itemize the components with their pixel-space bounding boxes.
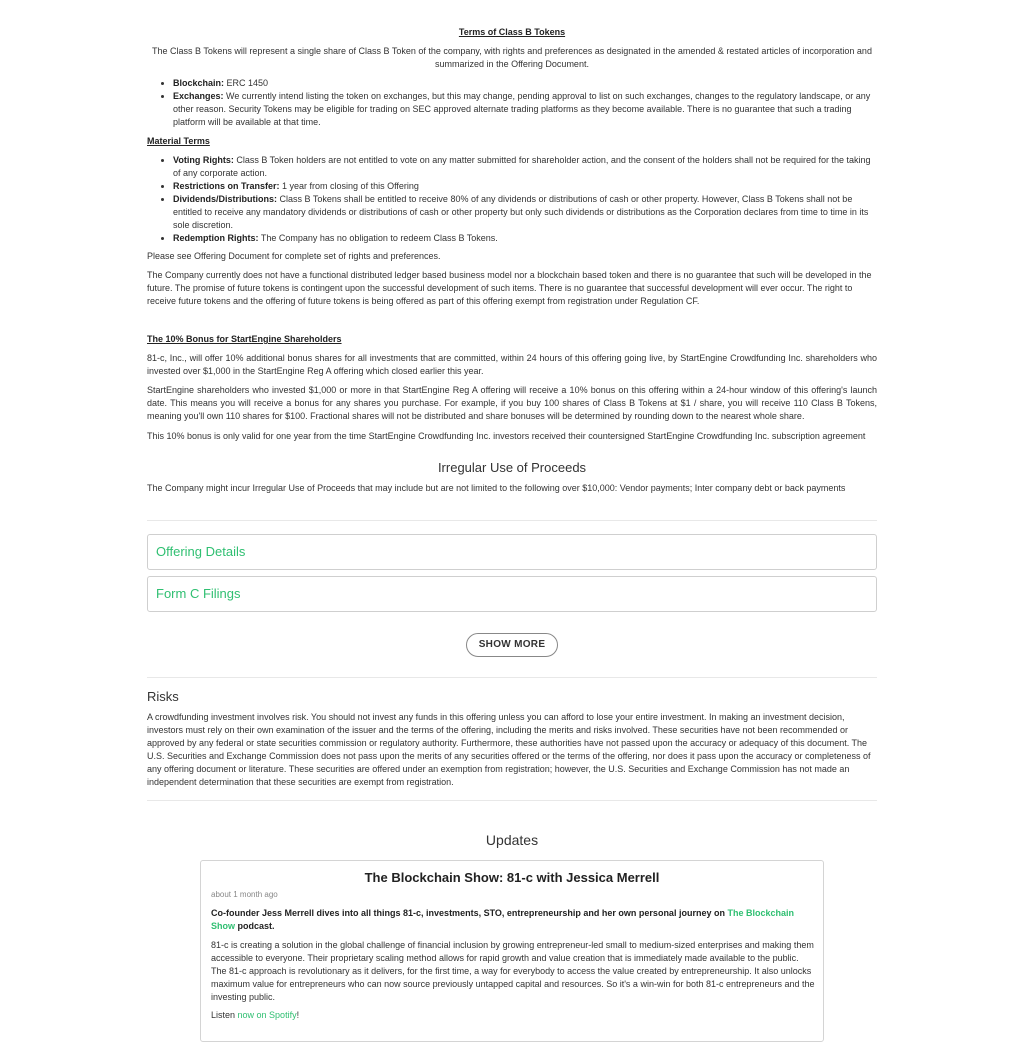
material-bullets (147, 154, 877, 245)
blockchain-show-link[interactable]: The Blockchain Show (211, 908, 794, 931)
risks-title: Risks (147, 689, 179, 704)
update-timestamp: about 1 month ago (211, 890, 278, 899)
divider (147, 800, 877, 801)
blockchain-note: The Company currently does not have a functional distributed ledger based business model nor a blockchain based token and there is no guarantee that such will be developed in the future. The promise of future tokens is contingent upon the successful development of such items. There is no guarantee that successful development will ever occur. The right to receive future tokens and the offering of future tokens is being offered as part of this offering exempt from registration under Regulation CF. (147, 270, 872, 306)
divider (147, 520, 877, 521)
accordion-offering-details[interactable] (147, 534, 877, 570)
update-card (200, 860, 824, 1042)
bonus-paragraph-2: StartEngine shareholders who invested $1,000 or more in that StartEngine Reg A offering will receive a 10% bonus on this offering within a 24-hour window of this offering's launch date. This means you will receive a bonus for any shares you purchase. For example, if you buy 100 shares of Class B Tokens at $1 / share, you will receive 110 Class B Tokens, meaning you'll own 110 shares for $100. Fractional shares will not be distributed and share bonuses will be determined by rounding down to the nearest whole share. (147, 385, 877, 421)
show-more-button[interactable]: SHOW MORE (466, 633, 558, 657)
update-subtitle: Co-founder Jess Merrell dives into all things 81-c, investments, STO, entrepreneurship and her own personal journey on The Blockchain Show podcast. (211, 908, 794, 931)
bullet-exchanges: • Exchanges: We currently intend listing the token on exchanges, but this may change, pending approval to list on such exchanges, changes to the regulatory landscape, or any other reason. Security Tokens may be eligible for trading on SEC approved alternate trading platforms as they become available. There is no guarantee that such a trading platform will be available at that time. (173, 90, 877, 129)
bullet-restrictions-transfer: • Restrictions on Transfer: 1 year from closing of this Offering (173, 180, 877, 193)
divider (147, 677, 877, 678)
bonus-heading: The 10% Bonus for StartEngine Shareholders (147, 334, 342, 344)
update-listen: Listen now on Spotify! (211, 1010, 300, 1020)
accordion-form-c-filings-label: Form C Filings (156, 586, 241, 601)
irregular-use-title: Irregular Use of Proceeds (437, 460, 587, 475)
bullet-dividends: • Dividends/Distributions: Class B Tokens shall be entitled to receive 80% of any dividends or distributions of cash or other property. However, Class B Tokens shall not be entitled to receive any mandatory dividends or distributions of cash or other property but only such dividends or distributions as the Corporation declares from time to time in its sole discretion. (173, 193, 877, 232)
terms-bullets (147, 77, 877, 129)
bullet-redemption-rights: • Redemption Rights: The Company has no obligation to redeem Class B Tokens. (173, 232, 877, 245)
risks-text: A crowdfunding investment involves risk. You should not invest any funds in this offering unless you can afford to lose your entire investment. In making an investment decision, investors must rely on their own examination of the issuer and the terms of the offering, including the merits and risks involved. These securities have not been recommended or approved by any federal or state securities commission or regulatory authority. Furthermore, these authorities have not passed upon the accuracy or adequacy of this document. The U.S. Securities and Exchange Commission does not pass upon the merits of any securities offered or the terms of the offering, nor does it pass upon the accuracy or completeness of any offering document or literature. These securities are offered under an exemption from registration; however, the U.S. Securities and Exchange Commission has not made an independent determination that these securities are exempt from registration. (147, 712, 871, 787)
accordion-form-c-filings[interactable] (147, 576, 877, 612)
terms-title: Terms of Class B Tokens (458, 27, 566, 37)
updates-title: Updates (485, 832, 539, 848)
see-offering-document: Please see Offering Document for complete set of rights and preferences. (147, 251, 441, 261)
update-title[interactable]: The Blockchain Show: 81-c with Jessica Merrell (364, 870, 660, 885)
update-body: 81-c is creating a solution in the global challenge of financial inclusion by growing entrepreneur-led small to medium-sized enterprises and making them accessible to everyone. Their proprietary scaling method allows for rapid growth and value creation that is immediately made available to the public. The 81-c approach is revolutionary as it delivers, for the first time, a way for everybody to access the value created by entrepreneurship. It also unlocks maximum value for entrepreneurs who can now source previously untapped capital and resources. So it's a win-win for both 81-c entrepreneurs and the investing public. (211, 940, 815, 1002)
bullet-blockchain: • Blockchain: ERC 1450 (173, 77, 877, 90)
terms-intro: The Class B Tokens will represent a single share of Class B Token of the company, with rights and preferences as designated in the amended & restated articles of incorporation and summarized in the Offering Document. (152, 46, 872, 69)
bonus-paragraph-3: This 10% bonus is only valid for one year from the time StartEngine Crowdfunding Inc. investors received their countersigned StartEngine Crowdfunding Inc. subscription agreement (147, 431, 866, 441)
irregular-use-text: The Company might incur Irregular Use of Proceeds that may include but are not limited to the following over $10,000: Vendor payments; Inter company debt or back payments (147, 483, 846, 493)
bonus-paragraph-1: 81-c, Inc., will offer 10% additional bonus shares for all investments that are committed, within 24 hours of this offering going live, by StartEngine Crowdfunding Inc. shareholders who invested over $1,000 in the StartEngine Reg A offering which closed earlier this year. (147, 353, 877, 376)
accordion-offering-details-label: Offering Details (156, 544, 246, 559)
spotify-link[interactable]: now on Spotify (237, 1010, 297, 1020)
material-terms-heading: Material Terms (147, 136, 210, 146)
bullet-voting-rights: • Voting Rights: Class B Token holders are not entitled to vote on any matter submitted for shareholder action, and the consent of the holders shall not be required for the taking of any corporate action. (173, 154, 877, 180)
